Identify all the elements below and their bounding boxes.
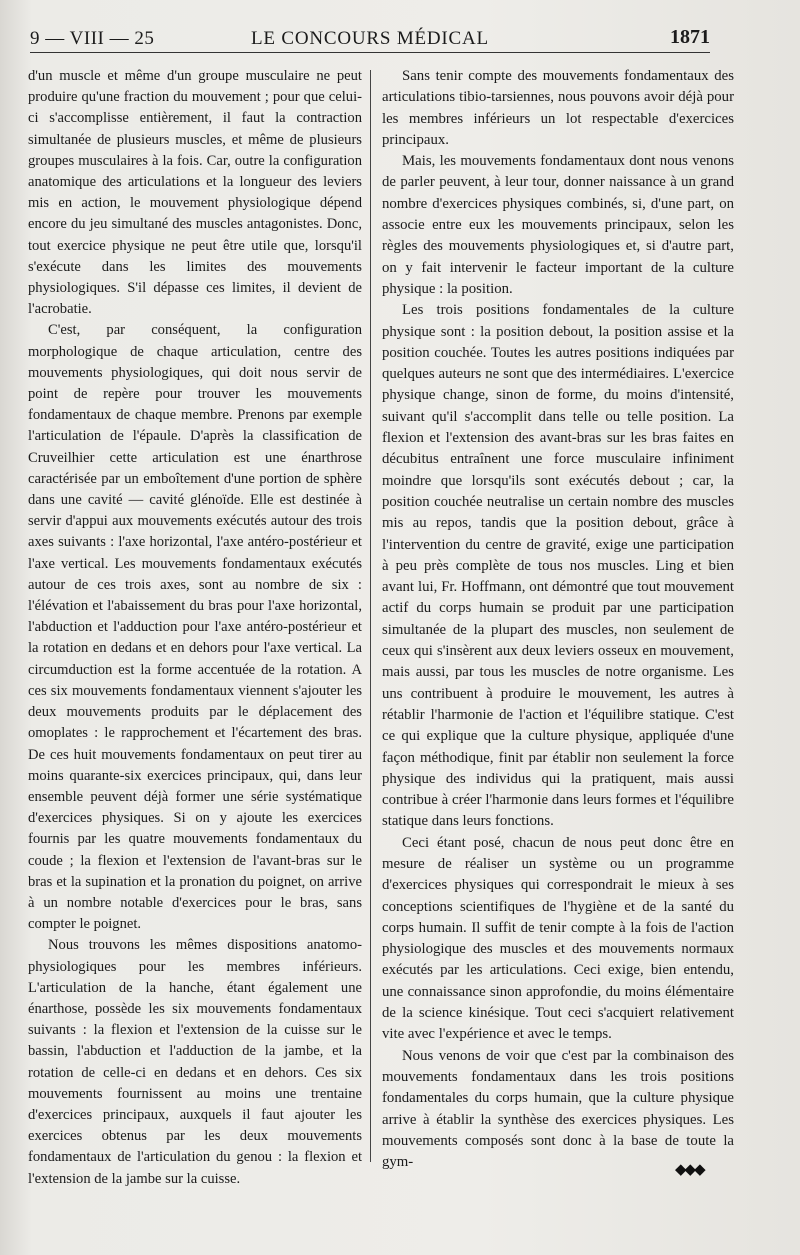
paragraph: Ceci étant posé, chacun de nous peut donc être en mesure de réaliser un système ou un programme d'exercices physiques qui correspondrait le mieux à ses conceptions scientifiques de l'hygiène et de la santé du corps humain. Il suffit de tenir compte à la fois de l'action physiologique des muscles et des mouvements normaux exécutés par les articulations. Ceci exige, bien entendu, une connaissance sinon approfondie, du moins élémentaire de la science kinésique. Tout ceci s'acquiert relativement vite avec l'expérience et avec le temps. bbox=[382, 834, 734, 1043]
paragraph: Mais, les mouvements fondamentaux dont nous venons de parler peuvent, à leur tour, donner naissance à un grand nombre d'exercices physiques combinés, si, d'une part, on associe entre eux les mouvements principaux, selon les règles des mouvements physiologiques et, si d'autre part, on y fait intervenir le facteur important de la culture physique : la position. bbox=[382, 153, 734, 297]
page-number: 1871 bbox=[670, 26, 710, 48]
paragraph: Nous venons de voir que c'est par la combinaison des mouvements fondamentaux dans les trois positions fondamentales du corps humain, que la culture physique arrive à établir la synthèse des exercices physiques. Les mouvements composés sont donc à la base de toute la gym- bbox=[382, 1047, 734, 1171]
continuation-ornament: ◆◆◆ bbox=[675, 1162, 704, 1178]
paragraph: Sans tenir compte des mouvements fondamentaux des articulations tibio-tarsiennes, nous pouvons avoir déjà pour les membres inférieurs un lot respectable d'exercices principaux. bbox=[382, 68, 734, 148]
right-column bbox=[382, 66, 734, 1173]
column-divider bbox=[370, 70, 371, 1162]
journal-title: LE CONCOURS MÉDICAL bbox=[251, 28, 489, 49]
paragraph: C'est, par conséquent, la configuration morphologique de chaque articulation, centre des mouvements physiologiques, qui doit nous servir de point de repère pour trouver les mouvements fondamentaux de chaque membre. Prenons par exemple l'articulation de l'épaule. D'après la classification de Cruveilhier cette articulation est une énarthrose caractérisée par un emboîtement d'une portion de sphère dans une cavité — cavité glénoïde. Elle est destinée à servir d'appui aux mouvements exécutés autour des trois axes suivants : l'axe horizontal, l'axe antéro-postérieur et l'axe vertical. Les mouvements fondamentaux exécutés autour de ces trois axes, sont au nombre de six : l'élévation et l'abaissement du bras pour l'axe horizontal, l'abduction et l'adduction pour l'axe antéro-postérieur et la rotation en dedans et en dehors pour l'axe vertical. La circumduction est la forme accentuée de la rotation. A ces six mouvements fondamentaux viennent s'ajouter les deux mouvements produits par le déplacement des omoplates : le rapprochement et l'écartement des bras. De ces huit mouvements fondamentaux on peut tirer au moins quarante-six exercices principaux, qui, dans leur ensemble peuvent déjà former une série systématique d'exercices physiques. Si on y ajoute les exercices fournis par les quatre mouvements fondamentaux du coude ; la flexion et l'extension de l'avant-bras sur le bras et la supination et la pronation du poignet, on arrive à un nombre notable d'exercices pour le bras, sans compter le poignet. bbox=[28, 322, 362, 933]
paragraph: Les trois positions fondamentales de la culture physique sont : la position debout, la position assise et la position couchée. Toutes les autres positions indiquées par quelques auteurs ne sont que des intermédiaires. L'exercice physique change, sinon de forme, du moins d'intensité, suivant qu'il s'accomplit dans telle ou telle position. La flexion et l'extension des avant-bras sur les bras faites en décubitus entraînent une force musculaire infiniment moindre que lorsqu'ils sont exécutés debout ; car, la position couchée neutralise un certain nombre des muscles mis au repos, tandis que la position debout, grâce à l'intervention du centre de gravité, exige une participation à peu près complète de tous nos muscles. Ling et bien avant lui, Fr. Hoffmann, ont démontré que tout mouvement actif du corps humain se produit par une participation simultanée de la plupart des muscles, non seulement de ceux qui s'insèrent aux deux leviers osseux en mouvement, mais aussi, par tous les muscles de notre organisme. Les uns contribuent à produire le mouvement, les autres à rétablir l'harmonie de l'action et l'équilibre statique. C'est ce qui explique que la culture physique, appliquée d'une façon méthodique, finit par établir non seulement la force physique des individus qui la pratiquent, mais aussi contribue à créer l'harmonie dans leurs formes et l'équilibre statique dans leurs fonctions. bbox=[382, 302, 734, 830]
left-column bbox=[28, 66, 362, 1190]
paragraph: d'un muscle et même d'un groupe musculaire ne peut produire qu'une fraction du mouvement ; pour que celui-ci s'accomplisse entièrement, il faut la contraction simultanée de plusieurs muscles, et même de plusieurs groupes musculaires à la fois. Car, outre la configuration anatomique des articulations et la longueur des leviers mis en action, le mouvement physiologique dépend encore du jeu simultané des muscles antagonistes. Donc, tout exercice physique ne peut être utile que, lorsqu'il s'exécute dans les limites des mouvements physiologiques. S'il dépasse ces limites, il devient de l'acrobatie. bbox=[28, 68, 362, 318]
page-header bbox=[30, 22, 710, 53]
issue-date: 9 — VIII — 25 bbox=[30, 28, 155, 49]
paragraph: Nous trouvons les mêmes dispositions anatomo-physiologiques pour les membres inférieurs. L'articulation de la hanche, étant également une énarthose, possède les six mouvements fondamentaux suivants : la flexion et l'extension de la cuisse sur le bassin, l'abduction et l'adduction de la jambe, et la rotation de celle-ci en dedans et en dehors. Ces six mouvements fournissent au moins une trentaine d'exercices principaux, auxquels il faut ajouter les exercices obtenus par les deux mouvements fondamentaux de l'articulation du genou : la flexion et l'extension de la jambe sur la cuisse. bbox=[28, 937, 362, 1187]
